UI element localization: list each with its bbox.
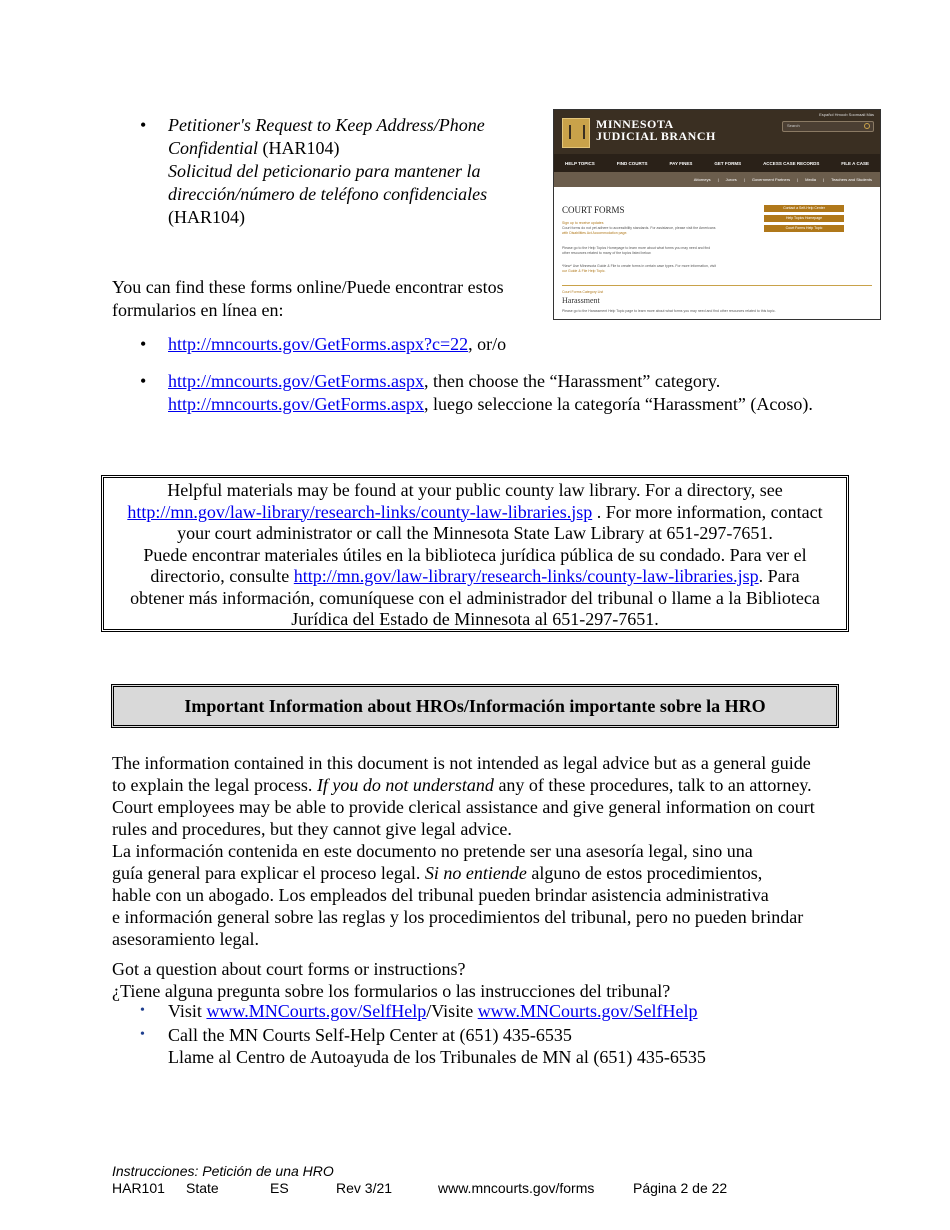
subnav-media: Media (805, 177, 817, 182)
selfhelp-link-es[interactable]: www.MNCourts.gov/SelfHelp (477, 1001, 698, 1021)
call-item (168, 1024, 706, 1068)
bullet-dot: • (140, 334, 147, 354)
visit-prefix: Visit (168, 1001, 207, 1021)
disclaimer-l6-prefix: guía general para explicar el proceso legal. (112, 863, 425, 883)
subnav-teachers: Teachers and Students (831, 177, 872, 182)
disclaimer-paragraph (112, 752, 852, 950)
screenshot-header (554, 110, 880, 154)
screenshot-blurb1 (562, 226, 757, 236)
forms-link-en[interactable]: http://mncourts.gov/GetForms.aspx (168, 371, 424, 391)
disclaimer-l4: rules and procedures, but they cannot give legal advice. (112, 819, 512, 839)
footer-state: State (186, 1180, 219, 1196)
screenshot-btn-help-topics: Help Topics Homepage (764, 215, 844, 222)
link2-suffix: , then choose the “Harassment” category. (424, 371, 721, 391)
disclaimer-l2-suffix: any of these procedures, talk to an attorney. (493, 775, 812, 795)
bullet-dot: • (140, 115, 147, 135)
online-intro-line1: You can find these forms online/Puede encontrar estos (112, 277, 504, 297)
screenshot-divider (562, 285, 872, 286)
online-link-item-2 (168, 370, 868, 416)
bullet-dot: • (140, 1003, 145, 1018)
footer-lang: ES (270, 1180, 289, 1196)
screenshot-nav (554, 154, 880, 172)
questions-block (112, 958, 852, 1002)
footer-rev: Rev 3/21 (336, 1180, 393, 1196)
screenshot-language-links: Español Hmoob Soomaali Más (819, 112, 874, 117)
footer-url: www.mncourts.gov/forms (438, 1180, 595, 1196)
screenshot-bottom-text: Please go to the Harassment Help Topic page to learn more about what forms you may need and find other resources related to this topic. (562, 309, 776, 313)
visit-item (168, 1000, 698, 1022)
footer-page: Página 2 de 22 (633, 1180, 728, 1196)
nav-pay-fines: PAY FINES (669, 160, 693, 166)
subnav-jurors: Jurors (725, 177, 737, 182)
infobox-line5-prefix: directorio, consulte (150, 566, 294, 586)
nav-file-a-case: FILE A CASE (841, 160, 869, 166)
nav-help-topics: HELP TOPICS (564, 160, 595, 166)
section-heading: Important Information about HROs/Información importante sobre la HRO (111, 684, 839, 728)
infobox-line5-suffix: . Para (758, 566, 800, 586)
subnav-attorneys: Attorneys (693, 177, 711, 182)
screenshot-blurb3 (562, 264, 757, 274)
question-es: ¿Tiene alguna pregunta sobre los formularios o las instrucciones del tribunal? (112, 981, 671, 1001)
disclaimer-l3: Court employees may be able to provide clerical assistance and give general information on court (112, 797, 815, 817)
law-library-link-es[interactable]: http://mn.gov/law-library/research-links/county-law-libraries.jsp (293, 566, 759, 586)
nav-find-courts: FIND COURTS (616, 160, 648, 166)
brand-line2: JUDICIAL BRANCH (596, 129, 716, 143)
form-title-es-line1: Solicitud del peticionario para mantener la (168, 161, 481, 181)
infobox-line4: Puede encontrar materiales útiles en la biblioteca jurídica pública de su condado. Para ver el (143, 544, 807, 565)
forms-link-c22[interactable]: http://mncourts.gov/GetForms.aspx?c=22 (168, 334, 469, 354)
disclaimer-l8: e información general sobre las reglas y los procedimientos del tribunal, pero no pueden brindar (112, 907, 804, 927)
infobox-line7: Jurídica del Estado de Minnesota al 651-297-7651. (291, 609, 659, 629)
form-item-har104 (168, 114, 528, 229)
form-code-es: (HAR104) (168, 207, 245, 227)
disclaimer-l5: La información contenida en este documento no pretende ser una asesoría legal, sino una (112, 841, 753, 861)
screenshot-signup: Sign up to receive updates (562, 221, 604, 225)
screenshot-subnav: Attorneys | Jurors | Government Partners | Media | Teachers and Students (554, 172, 880, 187)
bullet-dot: • (140, 371, 147, 391)
law-library-box (101, 475, 849, 632)
visit-mid: /Visite (426, 1001, 478, 1021)
bullet-dot: • (140, 1027, 145, 1042)
form-title-es-line2: dirección/número de teléfono confidenciales (168, 184, 488, 204)
disclaimer-l1: The information contained in this document is not intended as legal advice but as a general guide (112, 753, 811, 773)
link1-suffix: , or/o (468, 334, 507, 354)
blurb1-line2: with Disabilities Act Accommodation page. (562, 231, 628, 235)
brand-line1: MINNESOTA (596, 117, 674, 131)
blurb2-line1: Please go to the Help Topics Homepage to learn more about what forms you may need and find (562, 246, 711, 250)
screenshot-btn-self-help: Contact a Self-Help Center (764, 205, 844, 212)
screenshot-category-list: Court Forms Category List (562, 290, 604, 294)
link3-suffix: , luego seleccione la categoría “Harassment” (Acoso). (424, 394, 813, 414)
footer-title (112, 1163, 334, 1179)
screenshot-brand (596, 118, 716, 142)
screenshot-search-box (782, 121, 874, 132)
blurb3-line2: our Guide & File Help Topic. (562, 269, 606, 273)
footer-form: HAR101 (112, 1180, 165, 1196)
online-intro (112, 276, 532, 322)
nav-get-forms: GET FORMS (714, 160, 742, 166)
online-link-item-1 (168, 333, 506, 356)
blurb3-line1: *New* Use Minnesota Guide & File to create forms in certain case types. For more information, visit (562, 264, 716, 268)
screenshot-category: Harassment (562, 296, 600, 305)
court-forms-screenshot (553, 109, 881, 320)
question-en: Got a question about court forms or instructions? (112, 959, 466, 979)
online-intro-line2: formularios en línea en: (112, 300, 284, 320)
disclaimer-l7: hable con un abogado. Los empleados del tribunal pueden brindar asistencia administrativa (112, 885, 769, 905)
blurb2-line2: other resources related to many of the topics listed below. (562, 251, 652, 255)
disclaimer-l9: asesoramiento legal. (112, 929, 259, 949)
infobox-line6: obtener más información, comuníquese con el administrador del tribunal o llame a la Biblioteca (130, 587, 820, 608)
form-code: (HAR104) (262, 138, 340, 158)
selfhelp-link-en[interactable]: www.MNCourts.gov/SelfHelp (206, 1001, 427, 1021)
forms-link-es[interactable]: http://mncourts.gov/GetForms.aspx (168, 394, 424, 414)
screenshot-blurb2 (562, 246, 757, 256)
search-icon (864, 123, 870, 129)
footer-title-text: Instrucciones: Petición de una HRO (112, 1163, 334, 1179)
call-es: Llame al Centro de Autoayuda de los Tribunales de MN al (651) 435-6535 (168, 1047, 706, 1067)
search-placeholder: Search (787, 123, 800, 128)
disclaimer-l2-italic: If you do not understand (316, 775, 494, 795)
subnav-government-partners: Government Partners (751, 177, 791, 182)
blurb1-line1: Court forms do not yet adhere to accessibility standards. For assistance, please visit the Americans (562, 226, 716, 230)
call-en: Call the MN Courts Self-Help Center at (651) 435-6535 (168, 1025, 572, 1045)
disclaimer-l6-suffix: alguno de estos procedimientos, (526, 863, 763, 883)
screenshot-title: COURT FORMS (562, 205, 625, 215)
infobox-line3: your court administrator or call the Minnesota State Law Library at 651-297-7651. (177, 523, 773, 543)
form-title: Petitioner's Request to Keep Address/Phone Confidential (168, 115, 485, 158)
infobox-line2-suffix: . For more information, contact (592, 501, 823, 522)
law-library-link[interactable]: http://mn.gov/law-library/research-links/county-law-libraries.jsp (127, 501, 593, 522)
disclaimer-l2-prefix: to explain the legal process. (112, 775, 317, 795)
nav-access-case-records: ACCESS CASE RECORDS (763, 160, 820, 166)
mn-judicial-logo-icon (562, 118, 590, 148)
screenshot-btn-forms-help: Court Forms Help Topic (764, 225, 844, 232)
infobox-line1: Helpful materials may be found at your public county law library. For a directory, see (167, 480, 783, 500)
disclaimer-l6-italic: Si no entiende (424, 863, 527, 883)
